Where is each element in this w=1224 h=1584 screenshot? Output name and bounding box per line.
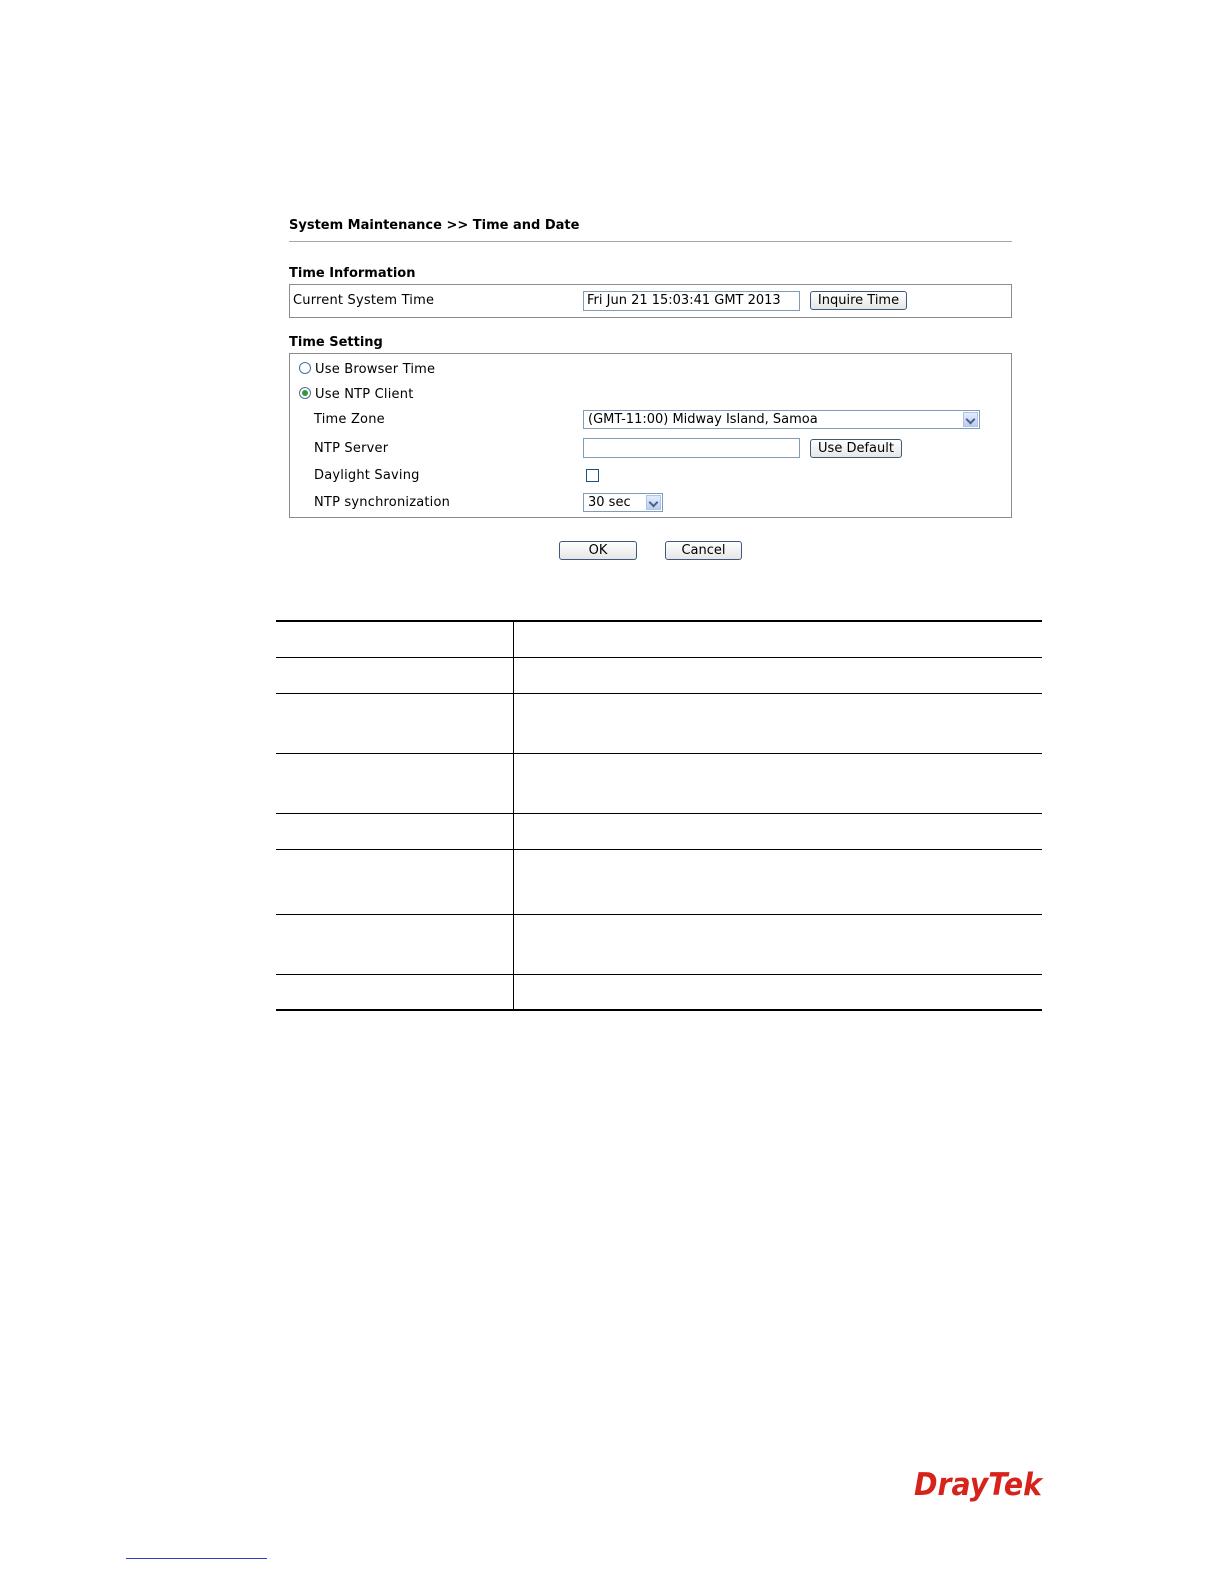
svg-text:DrayTek: DrayTek [914,1467,1044,1503]
table-rule [276,849,1042,850]
time-setting-title: Time Setting [289,335,383,350]
draytek-logo-mark [914,1464,1044,1504]
breadcrumb-divider [289,241,1012,242]
current-system-time-label: Current System Time [293,293,435,308]
ok-button[interactable]: OK [559,541,637,560]
inquire-time-button[interactable]: Inquire Time [810,291,907,310]
ntp-sync-label: NTP synchronization [314,495,451,510]
daylight-saving-label: Daylight Saving [314,468,420,483]
ntp-server-label: NTP Server [314,441,389,456]
draytek-logo [914,1464,1044,1504]
chevron-down-icon[interactable] [963,412,978,427]
time-zone-select[interactable] [583,410,980,429]
table-rule [276,657,1042,658]
ntp-sync-selected-value: 30 sec [588,495,631,510]
time-zone-selected-value: (GMT-11:00) Midway Island, Samoa [588,412,818,427]
table-rule [276,693,1042,694]
cancel-button[interactable]: Cancel [665,541,742,560]
ntp-sync-select[interactable] [583,493,663,512]
use-ntp-client-radio[interactable] [299,387,311,399]
daylight-saving-checkbox[interactable] [586,469,599,482]
time-zone-label: Time Zone [314,412,385,427]
description-table [276,620,1042,1012]
use-browser-time-label: Use Browser Time [315,362,436,377]
ntp-server-input[interactable] [583,438,800,458]
table-rule [276,753,1042,754]
time-information-panel [289,284,1012,318]
table-rule [276,813,1042,814]
table-column-divider [513,620,514,1011]
table-rule [276,914,1042,915]
use-default-button[interactable]: Use Default [810,439,902,458]
table-rule-bottom [276,1009,1042,1011]
table-rule-top [276,620,1042,622]
chevron-down-icon[interactable] [646,495,661,510]
breadcrumb: System Maintenance >> Time and Date [289,218,580,233]
use-browser-time-radio[interactable] [299,362,311,374]
table-rule [276,974,1042,975]
current-system-time-field[interactable]: Fri Jun 21 15:03:41 GMT 2013 [583,291,800,311]
footer-link[interactable] [126,1558,267,1559]
use-ntp-client-label: Use NTP Client [315,387,414,402]
time-information-title: Time Information [289,266,416,281]
time-setting-panel [289,353,1012,518]
